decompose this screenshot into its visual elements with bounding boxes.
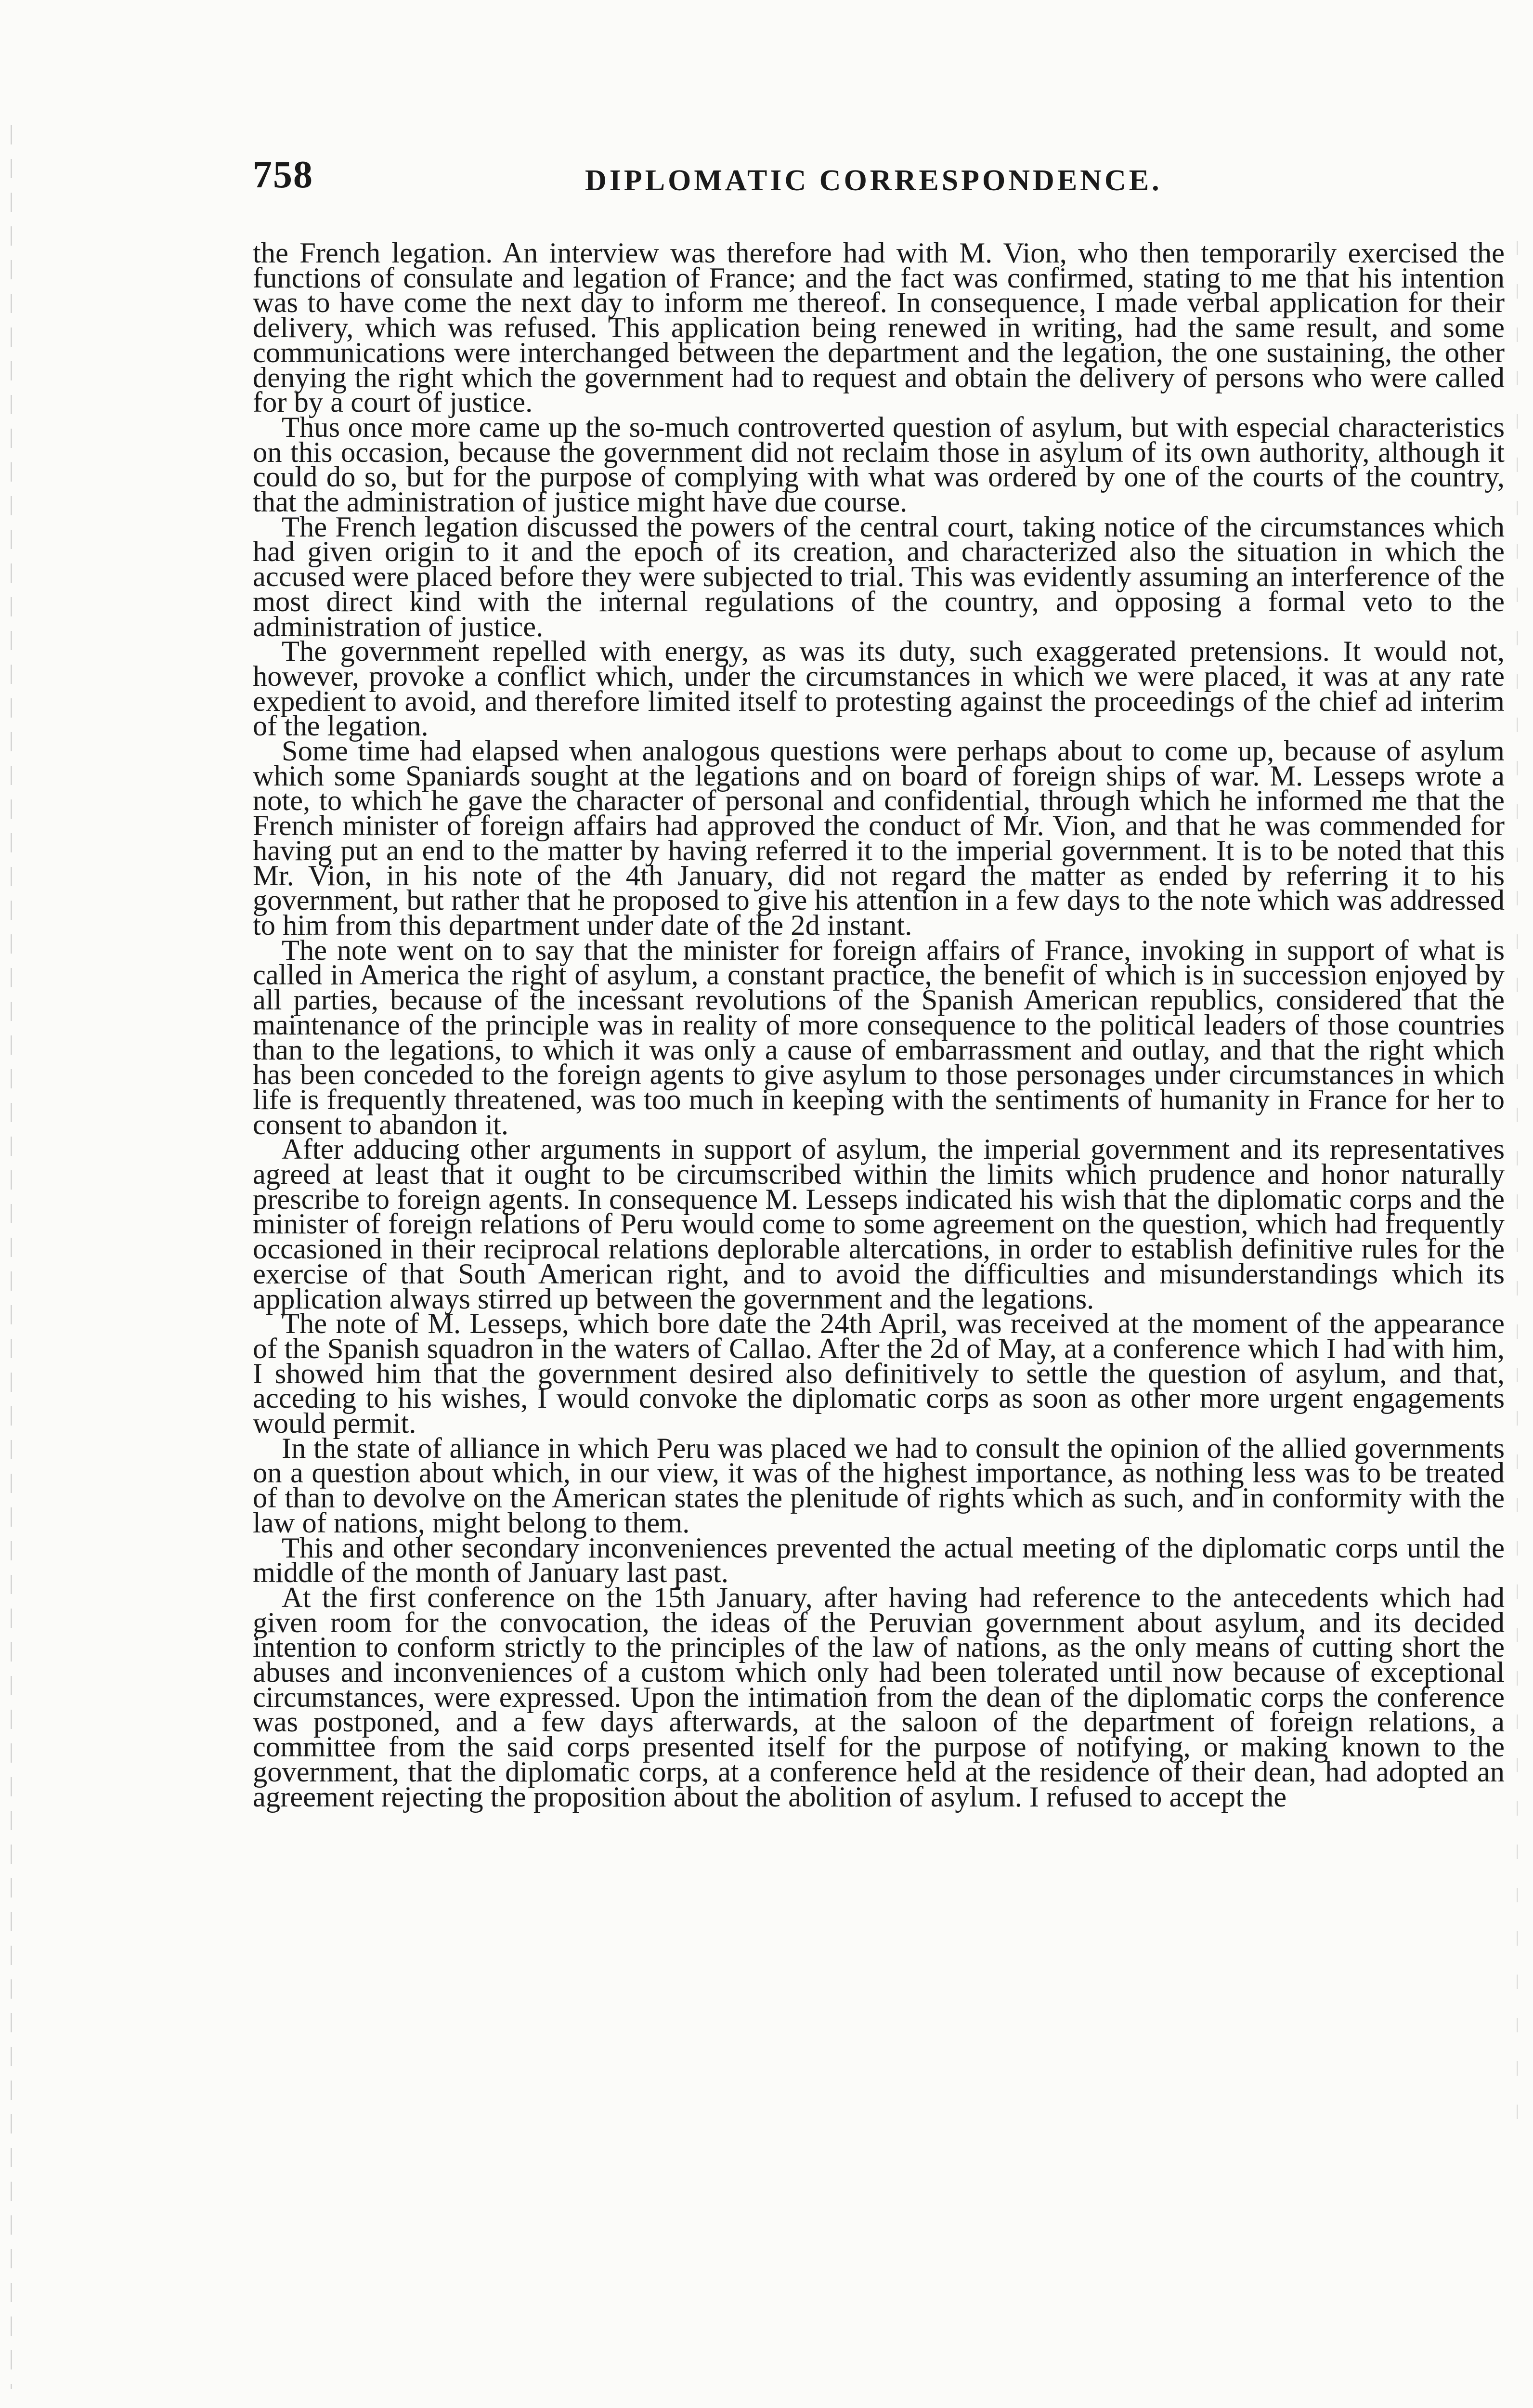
- paragraph-9: In the state of alliance in which Peru was placed we had to consult the opinion of the allied governments on a question about which, in our view, it was of the highest importance, as nothing less was to be treated of than to devolve on the American states the plenitude of rights which as such, and in conformity with the law of nations, might belong to them.: [253, 1432, 1505, 1539]
- page-number: 758: [253, 154, 313, 196]
- paragraph-1: the French legation. An interview was therefore had with M. Vion, who then temporarily exercised the functions of consulate and legation of France; and the fact was confirmed, stating to me that his intention was to have come the next day to inform me thereof. In consequence, I made verbal application for their delivery, which was refused. This application being renewed in writing, had the same result, and some communications were interchanged between the department and the legation, the one sustaining, the other denying the right which the government had to request and obtain the delivery of persons who were called for by a court of justice.: [253, 237, 1505, 419]
- paragraph-4: The government repelled with energy, as was its duty, such exaggerated pretensions. It would not, however, provoke a conflict which, under the circumstances in which we were placed, it was at any rate expedient to avoid, and therefore limited itself to protesting against the proceedings of the chief ad interim of the legation.: [253, 635, 1505, 743]
- body-text: [253, 237, 1505, 1813]
- paragraph-5: Some time had elapsed when analogous questions were perhaps about to come up, because of asylum which some Spaniards sought at the legations and on board of foreign ships of war. M. Lesseps wrote a note, to which he gave the character of personal and confidential, through which he informed me that the French minister of foreign affairs had approved the conduct of Mr. Vion, and that he was commended for having put an end to the matter by having referred it to the imperial government. It is to be noted that this Mr. Vion, in his note of the 4th January, did not regard the matter as ended by referring it to his government, but rather that he proposed to give his attention in a few days to the note which was addressed to him from this department under date of the 2d instant.: [253, 735, 1505, 942]
- paragraph-3: The French legation discussed the powers of the central court, taking notice of the circumstances which had given origin to it and the epoch of its creation, and characterized also the situation in which the accused were placed before they were subjected to trial. This was evidently assuming an interference of the most direct kind with the internal regulations of the country, and opposing a formal veto to the administration of justice.: [253, 510, 1505, 643]
- paragraph-11: At the first conference on the 15th January, after having had reference to the antecedents which had given room for the convocation, the ideas of the Peruvian government about asylum, and its decided intention to conform strictly to the principles of the law of nations, as the only means of cutting short the abuses and inconveniences of a custom which only had been tolerated until now because of exceptional circumstances, were expressed. Upon the intimation from the dean of the diplomatic corps the conference was postponed, and a few days afterwards, at the saloon of the department of foreign relations, a committee from the said corps presented itself for the purpose of notifying, or making known to the government, that the diplomatic corps, at a conference held at the residence of their dean, had adopted an agreement rejecting the proposition about the abolition of asylum. I refused to accept the: [253, 1581, 1505, 1813]
- paragraph-6: The note went on to say that the minister for foreign affairs of France, invoking in support of what is called in America the right of asylum, a constant practice, the benefit of which is in succession enjoyed by all parties, because of the incessant revolutions of the Spanish American republics, considered that the maintenance of the principle was in reality of more consequence to the political leaders of those countries than to the legations, to which it was only a cause of embarrassment and outlay, and that the right which has been conceded to the foreign agents to give asylum to those personages under circumstances in which life is frequently threatened, was too much in keeping with the sentiments of humanity in France for her to consent to abandon it.: [253, 934, 1505, 1141]
- page-edge-left: [11, 125, 12, 2389]
- paragraph-10: This and other secondary inconveniences prevented the actual meeting of the diplomatic corps until the middle of the month of January last past.: [253, 1531, 1505, 1589]
- page-edge-right: [1517, 241, 1518, 2119]
- paragraph-8: The note of M. Lesseps, which bore date the 24th April, was received at the moment of the appearance of the Spanish squadron in the waters of Callao. After the 2d of May, at a conference which I had with him, I showed him that the government desired also definitively to settle the question of asylum, and that, acceding to his wishes, I would convoke the diplomatic corps as soon as other more urgent engagements would permit.: [253, 1308, 1505, 1440]
- running-head: DIPLOMATIC CORRESPONDENCE.: [585, 164, 1162, 197]
- paragraph-7: After adducing other arguments in support of asylum, the imperial government and its representatives agreed at least that it ought to be circumscribed within the limits which prudence and honor naturally prescribe to foreign agents. In consequence M. Lesseps indicated his wish that the diplomatic corps and the minister of foreign relations of Peru would come to some agreement on the question, which had frequently occasioned in their reciprocal relations deplorable altercations, in order to establish definitive rules for the exercise of that South American right, and to avoid the difficulties and misunderstandings which its application always stirred up between the government and the legations.: [253, 1133, 1505, 1315]
- page-header: [253, 153, 1519, 211]
- paragraph-2: Thus once more came up the so-much controverted question of asylum, but with especial characteristics on this occasion, because the government did not reclaim those in asylum of its own authority, although it could do so, but for the purpose of complying with what was ordered by one of the courts of the country, that the administration of justice might have due course.: [253, 411, 1505, 519]
